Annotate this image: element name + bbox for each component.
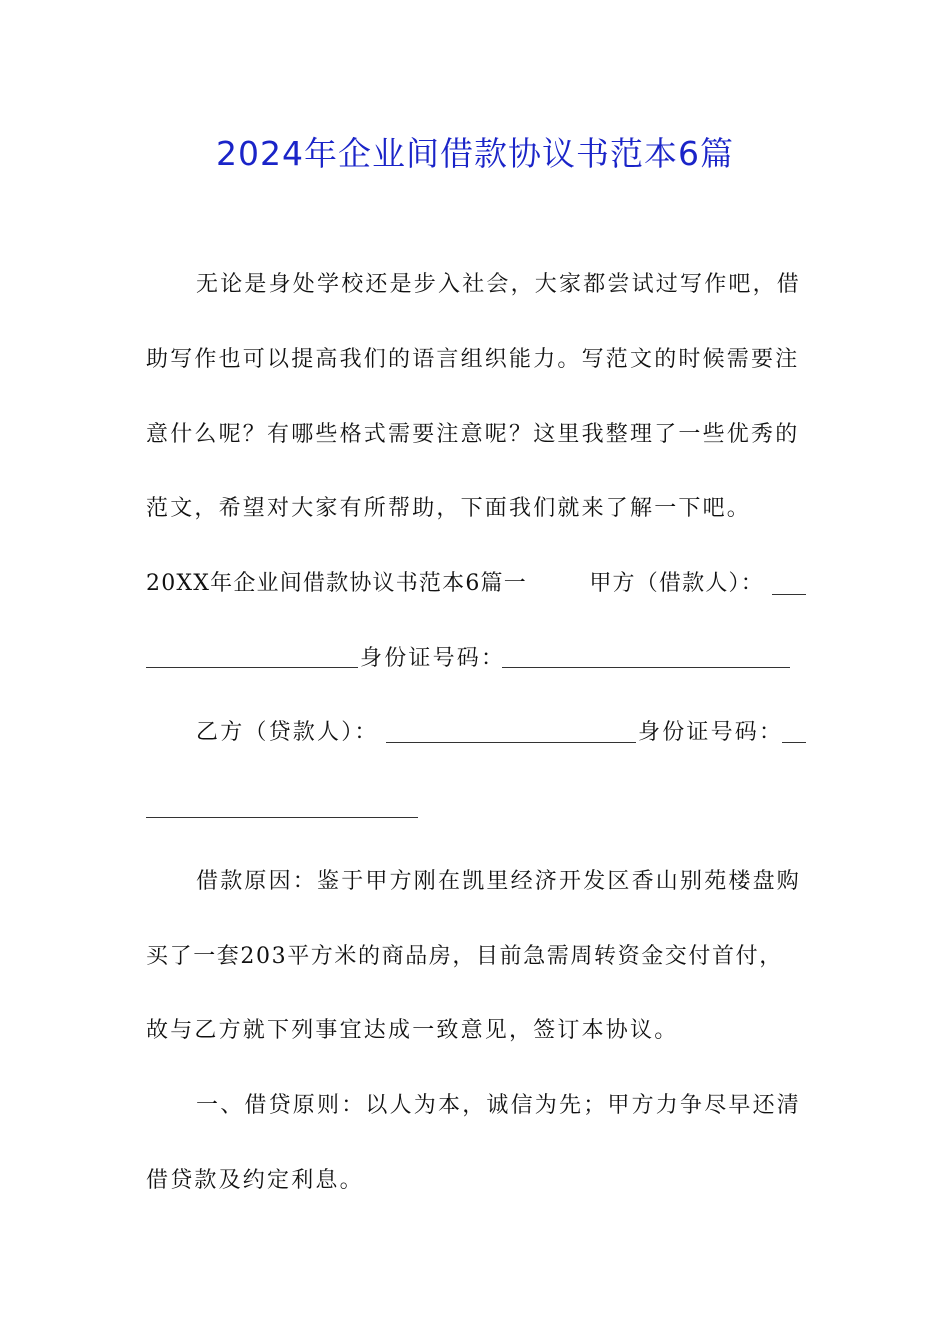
intro-line-4: 范文，希望对大家有所帮助，下面我们就来了解一下吧。 [146,496,752,521]
intro-line-1: 无论是身处学校还是步入社会，大家都尝试过写作吧，借 [196,272,802,297]
reason-line-1: 借款原因：鉴于甲方刚在凯里经济开发区香山别苑楼盘购 [196,869,802,894]
document-title: 2024年企业间借款协议书范本6篇 [216,134,734,173]
id-label-a: 身份证号码： [360,646,506,671]
party-b-label: 乙方（贷款人）： [196,720,379,745]
party-b-name-blank [386,742,636,743]
reason-line-2: 买了一套203平方米的商品房，目前急需周转资金交付首付， [146,944,783,969]
intro-line-3: 意什么呢？有哪些格式需要注意呢？这里我整理了一些优秀的 [146,422,800,447]
party-b-id-blank [146,817,418,818]
principle-line-1: 一、借贷原则：以人为本，诚信为先；甲方力争尽早还清 [196,1093,802,1118]
id-label-b: 身份证号码： [638,720,784,745]
intro-line-2: 助写作也可以提高我们的语言组织能力。写范文的时候需要注 [146,347,800,372]
party-a-id-blank [502,667,790,668]
section-heading-line [146,569,806,599]
party-b-id-blank-start [782,742,806,743]
reason-line-3: 故与乙方就下列事宜达成一致意见，签订本协议。 [146,1018,679,1043]
party-a-label: 甲方（借款人）： [589,571,764,596]
party-a-name-blank-start [772,594,806,595]
section-heading: 20XX年企业间借款协议书范本6篇一 [146,571,527,596]
principle-line-2: 借贷款及约定利息。 [146,1168,364,1193]
party-a-name-blank [146,667,358,668]
